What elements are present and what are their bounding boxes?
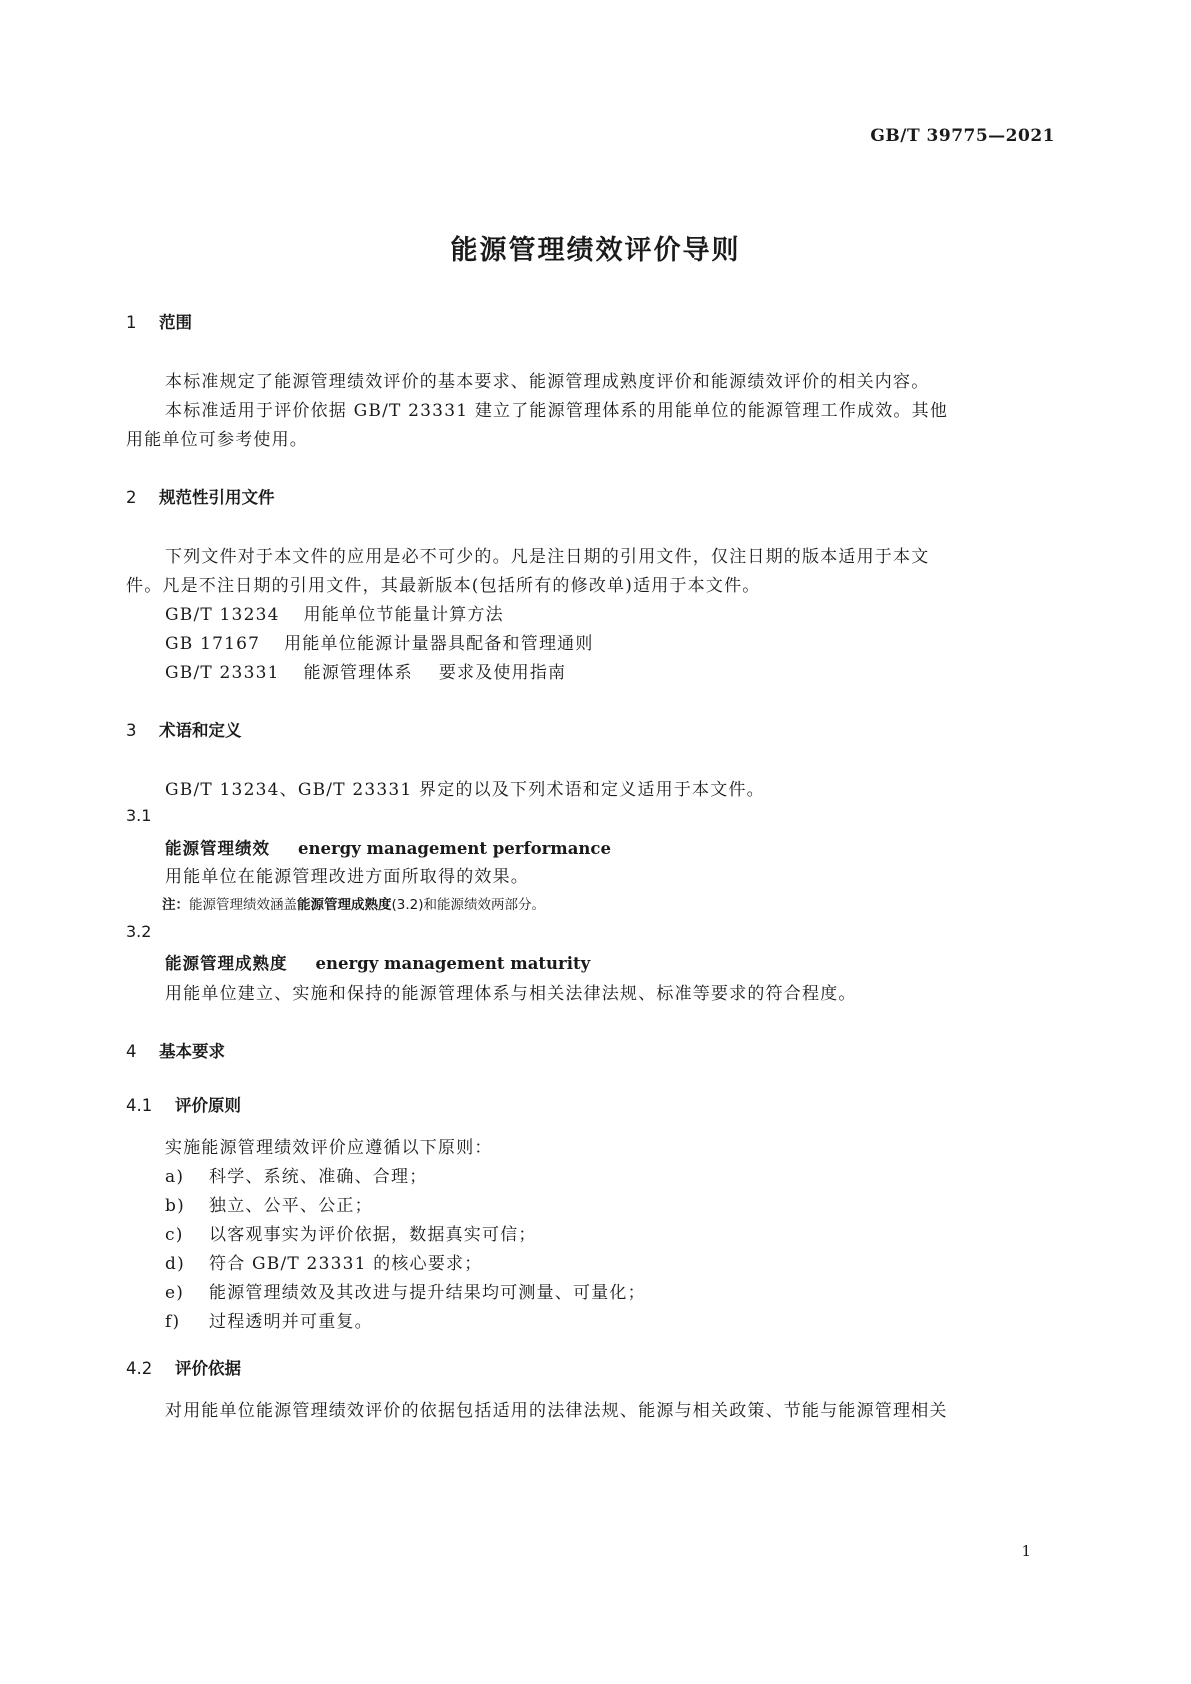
reference-code: GB/T 13234: [165, 605, 280, 625]
list-text: 能源管理绩效及其改进与提升结果均可测量、可量化；: [209, 1283, 646, 1303]
list-label: b): [165, 1196, 185, 1216]
list-label: c): [165, 1225, 184, 1245]
paragraph: 本标准适用于评价依据 GB/T 23331 建立了能源管理体系的用能单位的能源管理工作成效。其他: [165, 401, 949, 421]
section-title: 范围: [159, 313, 192, 332]
paragraph: 下列文件对于本文件的应用是必不可少的。凡是注日期的引用文件，仅注日期的版本适用于本文: [165, 547, 930, 567]
term-number: 3.2: [126, 922, 152, 941]
subsection-4-1-heading: [126, 1092, 241, 1116]
reference-code: GB/T 23331: [165, 663, 280, 683]
reference-code: GB 17167: [165, 634, 261, 654]
term-number: 3.1: [126, 806, 152, 825]
term-note: [162, 893, 545, 913]
paragraph: GB/T 13234、GB/T 23331 界定的以及下列术语和定义适用于本文件。: [165, 780, 765, 800]
section-number: 1: [126, 313, 137, 332]
list-text: 符合 GB/T 23331 的核心要求；: [209, 1254, 483, 1274]
paragraph: 对用能单位能源管理绩效评价的依据包括适用的法律法规、能源与相关政策、节能与能源管理相关: [165, 1401, 948, 1421]
note-text: 能源管理绩效涵盖: [189, 897, 297, 913]
subsection-number: 4.1: [126, 1096, 153, 1115]
list-item: [165, 1249, 482, 1274]
list-item: [165, 1307, 373, 1332]
term-heading: [165, 950, 590, 974]
term-zh: 能源管理绩效: [165, 839, 270, 858]
term-zh: 能源管理成熟度: [165, 954, 288, 973]
term-en: energy management maturity: [315, 954, 591, 973]
list-label: a): [165, 1167, 185, 1187]
section-2-heading: [126, 484, 275, 508]
note-text: (3.2)和能源绩效两部分。: [391, 897, 546, 913]
list-item: [165, 1162, 427, 1187]
list-label: d): [165, 1254, 185, 1274]
list-item: [165, 1278, 646, 1303]
reference-title: 能源管理体系: [303, 663, 413, 683]
term-definition: 用能单位在能源管理改进方面所取得的效果。: [165, 867, 529, 887]
term-en: energy management performance: [298, 839, 611, 858]
reference-item: [165, 658, 566, 683]
section-title: 规范性引用文件: [159, 488, 275, 507]
list-text: 独立、公平、公正；: [209, 1196, 373, 1216]
section-number: 2: [126, 488, 137, 507]
reference-title: 用能单位节能量计算方法: [303, 605, 504, 625]
section-3-heading: [126, 717, 242, 741]
section-title: 基本要求: [159, 1042, 225, 1061]
note-term-ref: 能源管理成熟度: [297, 897, 392, 913]
list-item: [165, 1220, 537, 1245]
subsection-title: 评价依据: [175, 1359, 241, 1378]
section-number: 3: [126, 721, 137, 740]
section-number: 4: [126, 1042, 137, 1061]
paragraph: 用能单位可参考使用。: [126, 430, 308, 450]
list-text: 过程透明并可重复。: [209, 1312, 373, 1332]
standard-code: GB/T 39775—2021: [870, 126, 1055, 146]
reference-title: 用能单位能源计量器具配备和管理通则: [284, 634, 594, 654]
list-text: 以客观事实为评价依据，数据真实可信；: [209, 1225, 537, 1245]
subsection-4-2-heading: [126, 1355, 241, 1379]
page-number: 1: [1021, 1542, 1031, 1560]
reference-subtitle: 要求及使用指南: [438, 663, 567, 683]
term-heading: [165, 835, 611, 859]
paragraph: 本标准规定了能源管理绩效评价的基本要求、能源管理成熟度评价和能源绩效评价的相关内容。: [165, 372, 930, 392]
paragraph: 件。凡是不注日期的引用文件，其最新版本(包括所有的修改单)适用于本文件。: [126, 576, 761, 596]
term-definition: 用能单位建立、实施和保持的能源管理体系与相关法律法规、标准等要求的符合程度。: [165, 984, 857, 1004]
note-label: 注：: [162, 897, 189, 913]
list-text: 科学、系统、准确、合理；: [209, 1167, 428, 1187]
subsection-number: 4.2: [126, 1359, 153, 1378]
reference-item: [165, 600, 504, 625]
list-label: e): [165, 1283, 185, 1303]
reference-item: [165, 629, 594, 654]
paragraph: 实施能源管理绩效评价应遵循以下原则：: [165, 1138, 493, 1158]
section-title: 术语和定义: [159, 721, 242, 740]
list-item: [165, 1191, 373, 1216]
subsection-title: 评价原则: [175, 1096, 241, 1115]
section-1-heading: [126, 309, 192, 333]
document-title: 能源管理绩效评价导则: [450, 235, 741, 266]
section-4-heading: [126, 1038, 225, 1062]
list-label: f): [165, 1312, 181, 1332]
